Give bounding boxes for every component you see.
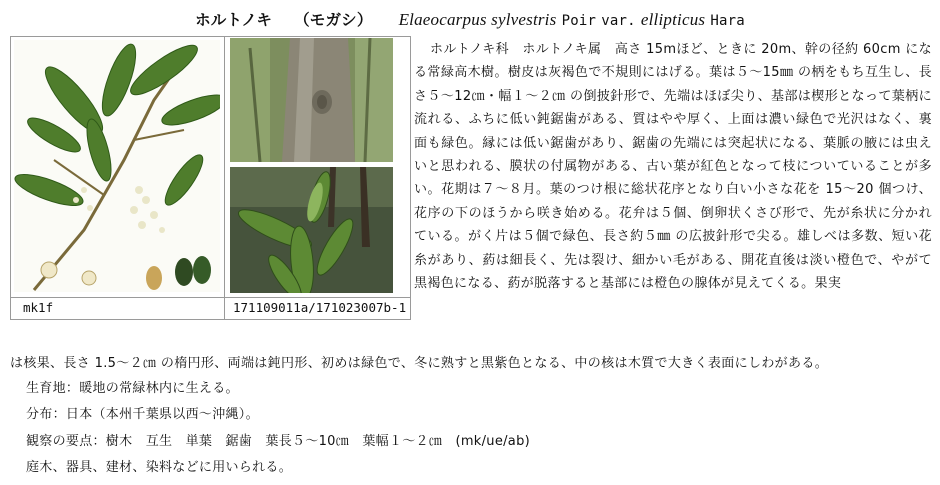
distribution-text: 分布：日本（本州千葉県以西～沖縄）。 bbox=[26, 407, 259, 422]
japanese-name: ホルトノキ bbox=[195, 11, 273, 29]
image-divider bbox=[224, 36, 225, 320]
trunk-photo bbox=[230, 38, 393, 162]
alternate-name: （モガシ） bbox=[294, 11, 373, 29]
habitat-text: 生育地：暖地の常緑林内に生える。 bbox=[26, 381, 239, 396]
page-title bbox=[0, 8, 940, 30]
image-caption-row bbox=[10, 297, 411, 320]
variety-author: Hara bbox=[710, 13, 745, 29]
variety-marker: var. bbox=[601, 13, 636, 29]
description-text: ホルトノキ科 ホルトノキ属 高さ 15mほど、ときに 20m、幹の径約 60cm になる常緑高木樹。樹皮は灰褐色で不規則にはげる。葉は５～15㎜ の柄をもち互生し、長さ５～12㎝・幅１～２㎝ の倒披針形で、先端はほぼ尖り、基部は楔形となって葉柄に流れる、ふちに低い鈍鋸歯がある、質はやや厚く、上面は濃い緑色で光沢はなく、裏面も緑色。縁には低い鋸歯があり、鋸歯の先端には突起状になる、葉脈の腋には虫えいと思われる、膜状の付属物がある、古い葉が紅色となって枝についていることが多い。花期は７～８月。葉のつけ根に総状花序となり白い小さな花を 15～20 個つけ、花序の下のほうから咲き始める。花弁は５個、倒卵状くさび形で、先が糸状に分かれている。がく片は５個で緑色、長さ約５㎜ の広披針形で尖る。雄しべは多数、短い花糸があり、葯は細長く、先は裂け、細かい毛がある、開花直後は淡い橙色で、やがて黒褐色になる、葯が脱落すると基部には橙色の腺体が見えてくる。果実 bbox=[414, 42, 932, 292]
description-continued: は核果、長さ 1.5～２㎝ の楕円形、両端は鈍円形、初めは緑色で、冬に熟すと黒紫色となる、中の核は木質で大きく表面にしわがある。 bbox=[10, 356, 829, 371]
scientific-name: Elaeocarpus sylvestris bbox=[398, 10, 557, 29]
illustration-caption: mk1f bbox=[23, 300, 54, 315]
leaves-photo bbox=[230, 167, 393, 293]
uses-text: 庭木、器具、建材、染料などに用いられる。 bbox=[26, 460, 293, 475]
observation-points-text: 観察の要点：樹木 互生 単葉 鋸歯 葉長５～10㎝ 葉幅１～２㎝ (mk/ue/ab) bbox=[26, 434, 530, 449]
species-author: Poir bbox=[561, 13, 597, 29]
photo-caption: 171109011a/171023007b-1 bbox=[233, 300, 407, 315]
botanical-illustration bbox=[14, 40, 220, 292]
variety-name: ellipticus bbox=[640, 10, 706, 29]
